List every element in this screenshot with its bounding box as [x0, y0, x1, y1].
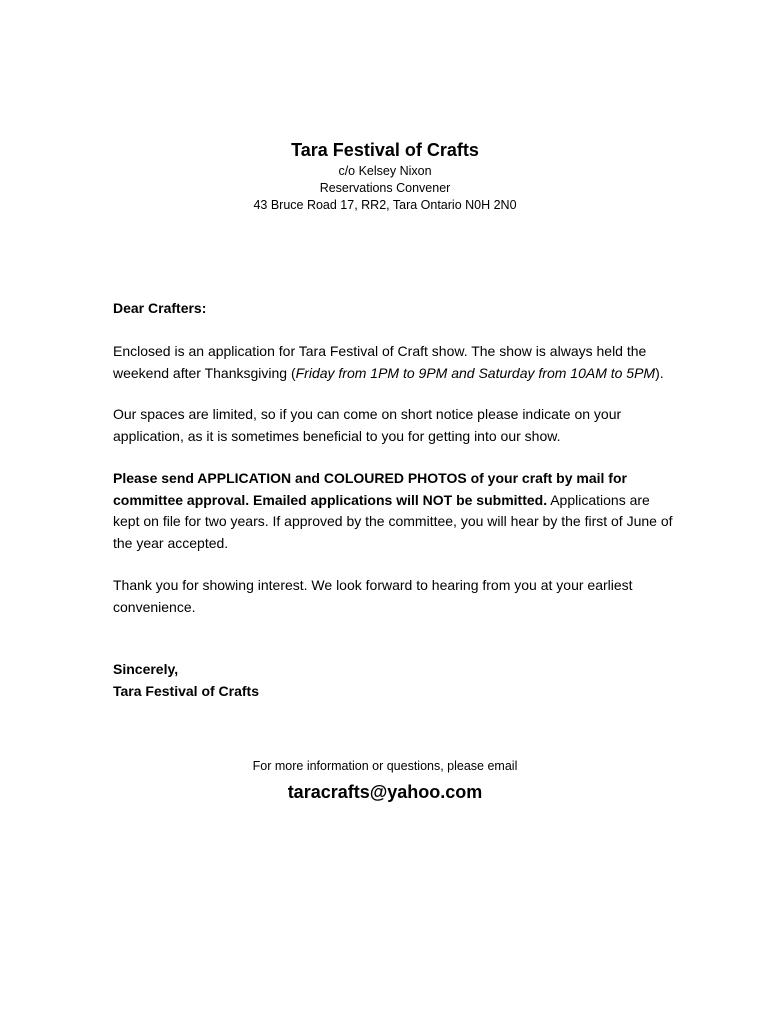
paragraph-4-text: Thank you for showing interest. We look forward to hearing from you at your earliest convenience. — [113, 577, 633, 615]
closing — [113, 659, 673, 702]
paragraph-2 — [113, 404, 673, 447]
salutation — [113, 298, 673, 320]
care-of-line: c/o Kelsey Nixon — [338, 164, 432, 178]
letterhead — [0, 137, 770, 214]
paragraph-1 — [113, 341, 673, 384]
signature-text: Tara Festival of Crafts — [113, 682, 260, 699]
paragraph-4 — [113, 575, 673, 618]
organization-title: Tara Festival of Crafts — [291, 140, 479, 160]
contact-email[interactable]: taracrafts@yahoo.com — [287, 782, 483, 802]
contact-note: For more information or questions, please email — [252, 759, 518, 773]
role-line: Reservations Convener — [319, 181, 451, 195]
paragraph-1-schedule: Friday from 1PM to 9PM and Saturday from 10AM to 5PM — [295, 364, 656, 381]
paragraph-1-text-b: ). — [655, 364, 664, 381]
paragraph-3 — [113, 468, 673, 554]
contact-footer — [0, 758, 770, 804]
paragraph-2-text: Our spaces are limited, so if you can come on short notice please indicate on your application, as it is sometimes beneficial to you for getting into our show. — [113, 406, 622, 444]
salutation-text: Dear Crafters: — [113, 300, 207, 316]
closing-text: Sincerely, — [113, 661, 179, 677]
address-line: 43 Bruce Road 17, RR2, Tara Ontario N0H 2N0 — [253, 198, 517, 212]
paragraph-3-instructions: Please send APPLICATION and COLOURED PHOTOS of your craft by mail for committee approval. Emailed applications will NOT be submitted. — [113, 470, 627, 508]
paragraph-3-text: Applications are kept on file for two years. If approved by the committee, you will hear by the first of June of the year accepted. — [113, 491, 673, 551]
paragraph-1-text-a: Enclosed is an application for Tara Festival of Craft show. The show is always held the weekend after Thanksgiving ( — [113, 343, 647, 381]
